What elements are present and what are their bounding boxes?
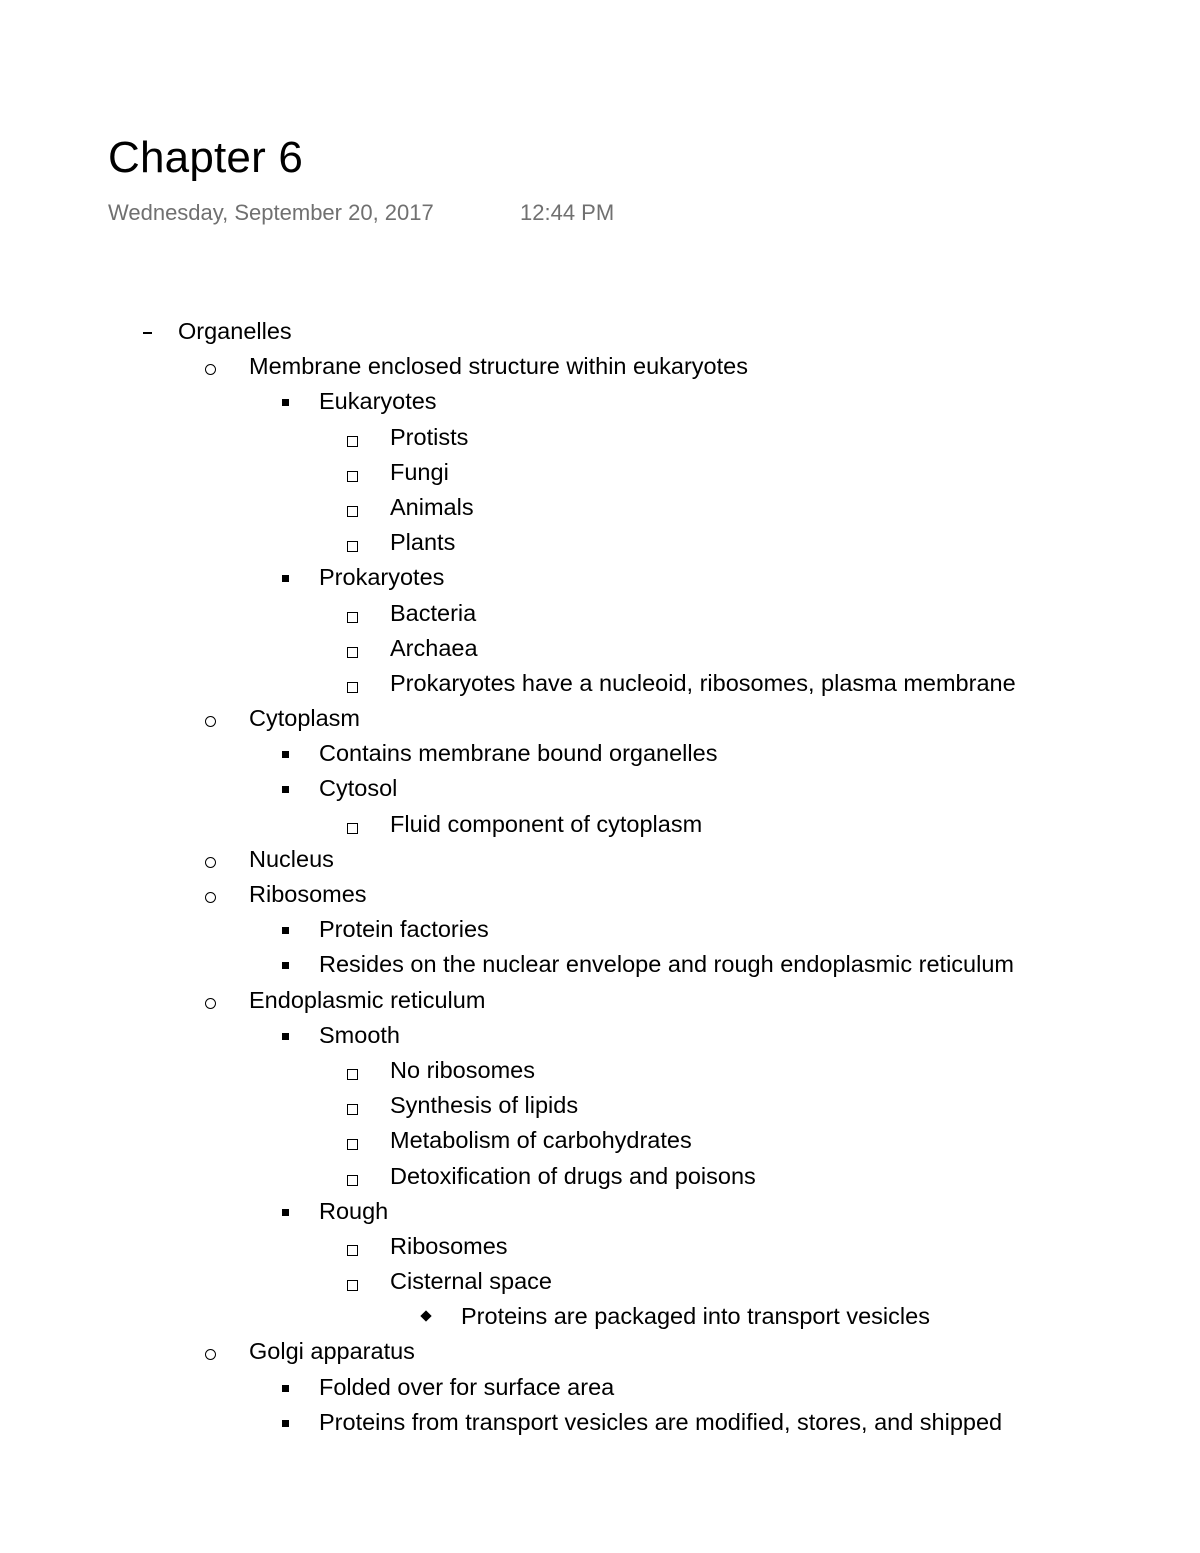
hollow-square-bullet-icon xyxy=(346,490,366,525)
outline-item-text: Detoxification of drugs and poisons xyxy=(390,1162,756,1189)
hollow-square-bullet-icon xyxy=(346,420,366,455)
outline-item xyxy=(0,525,1200,560)
outline-item xyxy=(0,1299,1200,1334)
dash-bullet-icon xyxy=(140,314,160,349)
outline-item xyxy=(0,1123,1200,1158)
hollow-square-bullet-icon xyxy=(346,807,366,842)
hollow-square-bullet-icon xyxy=(346,666,366,701)
hollow-square-bullet-icon xyxy=(346,631,366,666)
circle-bullet-icon xyxy=(204,877,224,912)
outline-item xyxy=(0,560,1200,595)
outline-item xyxy=(0,1370,1200,1405)
outline-item xyxy=(0,912,1200,947)
outline-item xyxy=(0,877,1200,912)
outline-item-text: Smooth xyxy=(319,1021,400,1048)
outline-item-text: Ribosomes xyxy=(249,881,367,907)
outline-item-text: Synthesis of lipids xyxy=(390,1092,579,1119)
square-bullet-icon xyxy=(280,912,300,947)
outline-item xyxy=(0,596,1200,631)
hollow-square-bullet-icon xyxy=(346,596,366,631)
square-bullet-icon xyxy=(280,560,300,595)
outline-item xyxy=(0,631,1200,666)
outline-item-text: Fungi xyxy=(390,458,449,485)
outline-item xyxy=(0,490,1200,525)
outline-item-text: Animals xyxy=(390,493,474,520)
outline-item-text: Metabolism of carbohydrates xyxy=(390,1127,692,1154)
note-time: 12:44 PM xyxy=(520,200,615,225)
outline-item xyxy=(0,842,1200,877)
outline-item-text: Endoplasmic reticulum xyxy=(249,986,486,1013)
outline-item-text: Proteins are packaged into transport vesicles xyxy=(461,1303,930,1330)
outline-item xyxy=(0,1088,1200,1123)
outline-item-text: Ribosomes xyxy=(390,1232,508,1259)
outline-item-text: No ribosomes xyxy=(390,1056,535,1083)
notes-outline xyxy=(0,314,1200,1440)
outline-item-text: Resides on the nuclear envelope and rough endoplasmic reticulum xyxy=(319,951,1014,978)
outline-item-text: Nucleus xyxy=(249,845,334,872)
outline-item-text: Cytosol xyxy=(319,775,398,802)
outline-item-text: Prokaryotes have a nucleoid, ribosomes, plasma membrane xyxy=(390,669,1016,696)
square-bullet-icon xyxy=(280,771,300,806)
outline-item xyxy=(0,666,1200,701)
hollow-square-bullet-icon xyxy=(346,1229,366,1264)
outline-item xyxy=(0,1159,1200,1194)
square-bullet-icon xyxy=(280,1194,300,1229)
outline-item-text: Fluid component of cytoplasm xyxy=(390,810,703,837)
outline-item-text: Folded over for surface area xyxy=(319,1373,615,1400)
page-title: Chapter 6 xyxy=(108,133,304,182)
outline-item xyxy=(0,736,1200,771)
hollow-square-bullet-icon xyxy=(346,1264,366,1299)
square-bullet-icon xyxy=(280,736,300,771)
circle-bullet-icon xyxy=(204,1334,224,1369)
diamond-bullet-icon xyxy=(419,1299,439,1334)
outline-item-text: Protein factories xyxy=(319,916,489,943)
outline-item xyxy=(0,947,1200,982)
outline-item xyxy=(0,314,1200,349)
outline-item-text: Prokaryotes xyxy=(319,564,445,591)
outline-item xyxy=(0,349,1200,384)
outline-item xyxy=(0,983,1200,1018)
outline-item-text: Golgi apparatus xyxy=(249,1338,415,1365)
hollow-square-bullet-icon xyxy=(346,1053,366,1088)
square-bullet-icon xyxy=(280,384,300,419)
square-bullet-icon xyxy=(280,1018,300,1053)
outline-item-text: Eukaryotes xyxy=(319,388,437,415)
hollow-square-bullet-icon xyxy=(346,1088,366,1123)
outline-item xyxy=(0,1229,1200,1264)
note-date: Wednesday, September 20, 2017 xyxy=(108,200,434,225)
outline-item xyxy=(0,807,1200,842)
outline-item-text: Protists xyxy=(390,423,469,450)
hollow-square-bullet-icon xyxy=(346,455,366,490)
outline-item xyxy=(0,455,1200,490)
outline-item xyxy=(0,1264,1200,1299)
square-bullet-icon xyxy=(280,1370,300,1405)
outline-item-text: Plants xyxy=(390,529,456,556)
circle-bullet-icon xyxy=(204,842,224,877)
outline-item-text: Organelles xyxy=(178,318,292,344)
outline-item xyxy=(0,1194,1200,1229)
outline-item xyxy=(0,420,1200,455)
outline-item-text: Rough xyxy=(319,1197,389,1224)
circle-bullet-icon xyxy=(204,983,224,1018)
circle-bullet-icon xyxy=(204,349,224,384)
outline-item xyxy=(0,1018,1200,1053)
outline-item-text: Contains membrane bound organelles xyxy=(319,740,718,767)
outline-item xyxy=(0,701,1200,736)
outline-item-text: Cisternal space xyxy=(390,1268,552,1295)
outline-item-text: Membrane enclosed structure within eukaryotes xyxy=(249,353,748,380)
outline-item xyxy=(0,771,1200,806)
outline-item xyxy=(0,1334,1200,1369)
square-bullet-icon xyxy=(280,1405,300,1440)
square-bullet-icon xyxy=(280,947,300,982)
outline-item xyxy=(0,384,1200,419)
circle-bullet-icon xyxy=(204,701,224,736)
hollow-square-bullet-icon xyxy=(346,525,366,560)
outline-item-text: Cytoplasm xyxy=(249,705,361,732)
hollow-square-bullet-icon xyxy=(346,1159,366,1194)
outline-item-text: Bacteria xyxy=(390,599,477,626)
outline-item xyxy=(0,1053,1200,1088)
hollow-square-bullet-icon xyxy=(346,1123,366,1158)
outline-item-text: Proteins from transport vesicles are modified, stores, and shipped xyxy=(319,1408,1003,1435)
outline-item-text: Archaea xyxy=(390,634,478,661)
outline-item xyxy=(0,1405,1200,1440)
